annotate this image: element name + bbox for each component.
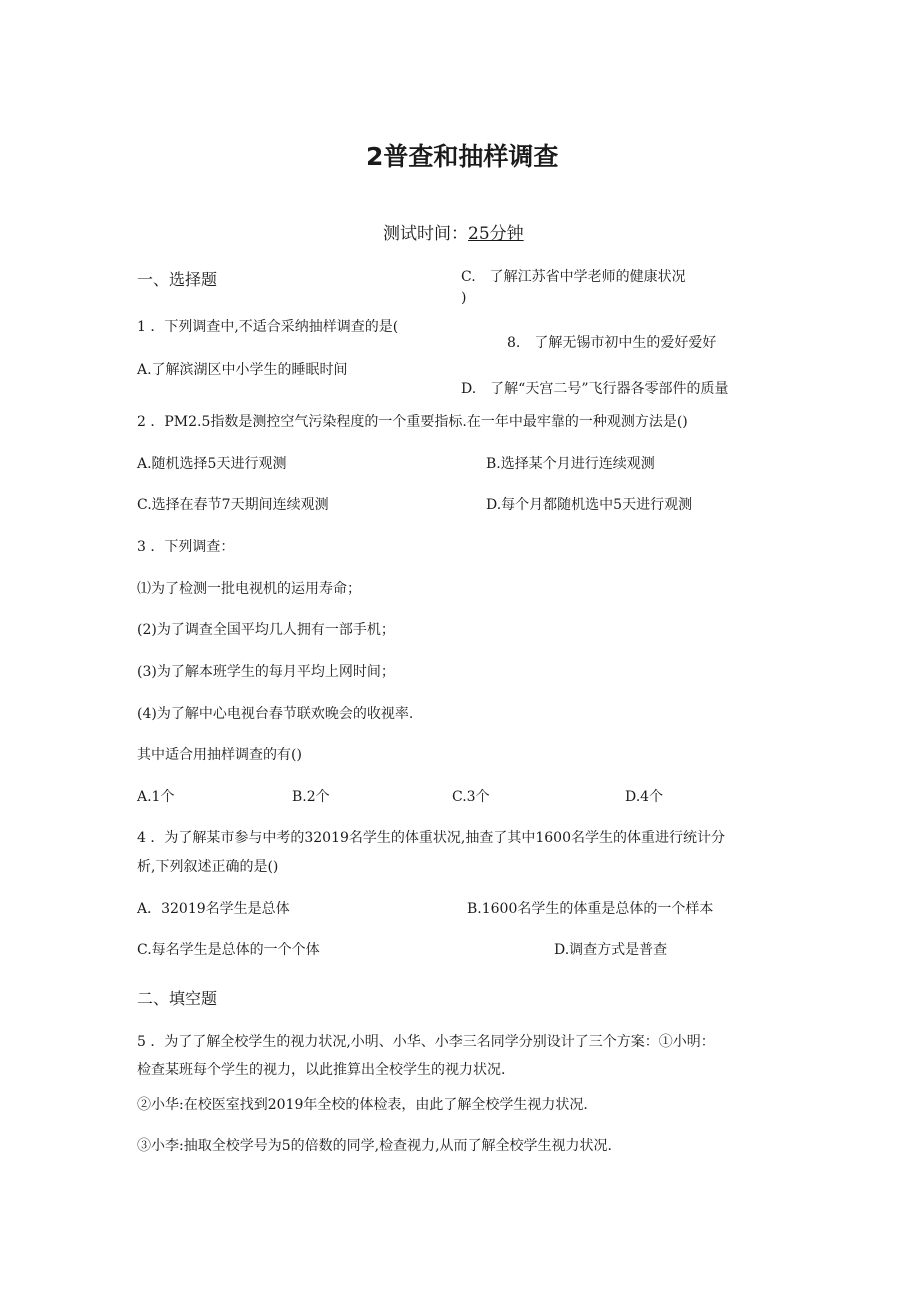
section-heading-fill: 二、填空题 [137, 989, 218, 1008]
q4-option-d: D.调查方式是普查 [554, 942, 668, 958]
q4-option-b: B.1600名学生的体重是总体的一个样本 [467, 901, 714, 917]
q2-option-b: B.选择某个月进行连续观测 [486, 456, 655, 472]
q2-option-d: D.每个月都随机选中5天进行观测 [486, 497, 693, 513]
page-title: 2普查和抽样调查 [366, 142, 559, 171]
q5-line-2: 检查某班每个学生的视力，以此推算出全校学生的视力状况. [137, 1062, 506, 1078]
q2-option-c: C.选择在春节7天期间连续观测 [137, 497, 329, 513]
q1-option-c: C. 了解江苏省中学老师的健康状况 [461, 269, 686, 285]
q3-option-a: A.1个 [137, 789, 175, 805]
q3-item-4: (4)为了解中心电视台春节联欢晚会的收视率. [137, 706, 414, 722]
q1-option-a: A.了解滨湖区中小学生的睡眠时间 [137, 362, 348, 378]
test-time-label: 测试时间： [383, 224, 468, 244]
q3-ask: 其中适合用抽样调查的有() [137, 747, 302, 763]
q3-item-2: (2)为了调查全国平均几人拥有一部手机； [137, 622, 395, 638]
q1-option-b: 8. 了解无锡市初中生的爱好爱好 [507, 335, 717, 351]
q4-stem-line-2: 析,下列叙述正确的是() [137, 859, 279, 875]
q5-line-1: 5 ．为了了解全校学生的视力状况,小明、小华、小李三名同学分别设计了三个方案：①小明： [137, 1034, 715, 1050]
q4-option-a: A．32019名学生是总体 [137, 901, 290, 917]
q3-item-3: (3)为了解本班学生的每月平均上网时间； [137, 664, 395, 680]
section-heading-choice: 一、选择题 [137, 270, 218, 289]
test-time [383, 223, 524, 245]
q3-option-c: C.3个 [452, 789, 490, 805]
q3-stem: 3 ．下列调查： [137, 539, 235, 555]
q2-option-a: A.随机选择5天进行观测 [137, 456, 287, 472]
q3-item-1: ⑴为了检测一批电视机的运用寿命； [137, 581, 361, 597]
test-time-value: 25分钟 [468, 224, 524, 244]
q4-option-c: C.每名学生是总体的一个个体 [137, 942, 320, 958]
q1-stem: 1 ．下列调查中,不适合采纳抽样调查的是( [137, 319, 399, 335]
q4-stem-line-1: 4 ．为了解某市参与中考的32019名学生的体重状况,抽查了其中1600名学生的体重进行统计分 [137, 830, 725, 846]
q2-stem: 2 ．PM2.5指数是测控空气污染程度的一个重要指标.在一年中最牢靠的一种观测方法是() [137, 414, 688, 430]
q3-option-b: B.2个 [292, 789, 330, 805]
q1-stem-close: ) [461, 290, 467, 306]
q5-line-4: ③小李:抽取全校学号为5的倍数的同学,检查视力,从而了解全校学生视力状况. [137, 1138, 612, 1154]
q5-line-3: ②小华:在校医室找到2019年全校的体检表，由此了解全校学生视力状况. [137, 1097, 588, 1113]
q3-option-d: D.4个 [625, 789, 664, 805]
q1-option-d: D. 了解“天宫二号”飞行器各零部件的质量 [461, 381, 729, 397]
